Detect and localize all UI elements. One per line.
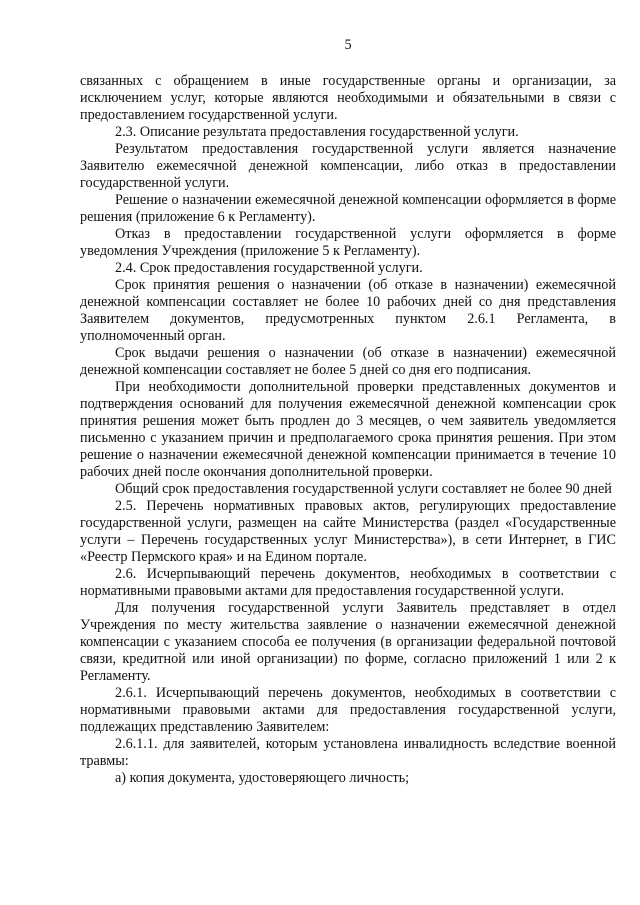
paragraph: Решение о назначении ежемесячной денежной компенсации оформляется в форме решения (приложение 6 к Регламенту). bbox=[80, 192, 616, 225]
paragraph: Срок принятия решения о назначении (об отказе в назначении) ежемесячной денежной компенсации составляет не более 10 рабочих дней со дня представления Заявителем документов, предусмотренных пунктом 2.6.1 Регламента, в уполномоченный орган. bbox=[80, 277, 616, 344]
document-body bbox=[80, 73, 616, 787]
paragraph: 2.6.1.1. для заявителей, которым установлена инвалидность вследствие военной травмы: bbox=[80, 736, 616, 769]
paragraph: 2.4. Срок предоставления государственной услуги. bbox=[115, 260, 423, 276]
paragraph: Отказ в предоставлении государственной услуги оформляется в форме уведомления Учреждения (приложение 5 к Регламенту). bbox=[80, 226, 616, 259]
paragraph: Срок выдачи решения о назначении (об отказе в назначении) ежемесячной денежной компенсации составляет не более 5 дней со дня его подписания. bbox=[80, 345, 616, 378]
page-number: 5 bbox=[344, 37, 352, 53]
paragraph: 2.5. Перечень нормативных правовых актов, регулирующих предоставление государственной услуги, размещен на сайте Министерства (раздел «Государственные услуги – Перечень государственных услуг Министерства»), в сети Интернет, в ГИС «Реестр Пермского края» и на Едином портале. bbox=[80, 498, 616, 565]
paragraph: При необходимости дополнительной проверки представленных документов и подтверждения оснований для получения ежемесячной денежной компенсации срок принятия решения может быть продлен до 3 месяцев, о чем заявитель уведомляется письменно с указанием причин и предполагаемого срока принятия решения. При этом решение о назначении ежемесячной денежной компенсации принимается в течение 10 рабочих дней после окончания дополнительной проверки. bbox=[80, 379, 616, 480]
paragraph: Для получения государственной услуги Заявитель представляет в отдел Учреждения по месту жительства заявление о назначении ежемесячной денежной компенсации с указанием способа ее получения (в организации федеральной почтовой связи, кредитной или иной организации) по форме, согласно приложений 1 или 2 к Регламенту. bbox=[80, 600, 616, 684]
paragraph: 2.6.1. Исчерпывающий перечень документов, необходимых в соответствии с нормативными правовыми актами для предоставления государственной услуги, подлежащих представлению Заявителем: bbox=[80, 685, 616, 735]
paragraph: а) копия документа, удостоверяющего личность; bbox=[115, 770, 410, 786]
paragraph: Результатом предоставления государственной услуги является назначение Заявителю ежемесячной денежной компенсации, либо отказ в предоставлении государственной услуги. bbox=[80, 141, 616, 191]
paragraph: 2.6. Исчерпывающий перечень документов, необходимых в соответствии с нормативными правовыми актами для предоставления государственной услуги. bbox=[80, 566, 616, 599]
paragraph: 2.3. Описание результата предоставления государственной услуги. bbox=[115, 124, 519, 140]
paragraph: Общий срок предоставления государственной услуги составляет не более 90 дней bbox=[115, 481, 612, 497]
paragraph: связанных с обращением в иные государственные органы и организации, за исключением услуг, которые являются необходимыми и обязательными в связи с предоставлением государственной услуги. bbox=[80, 73, 616, 123]
